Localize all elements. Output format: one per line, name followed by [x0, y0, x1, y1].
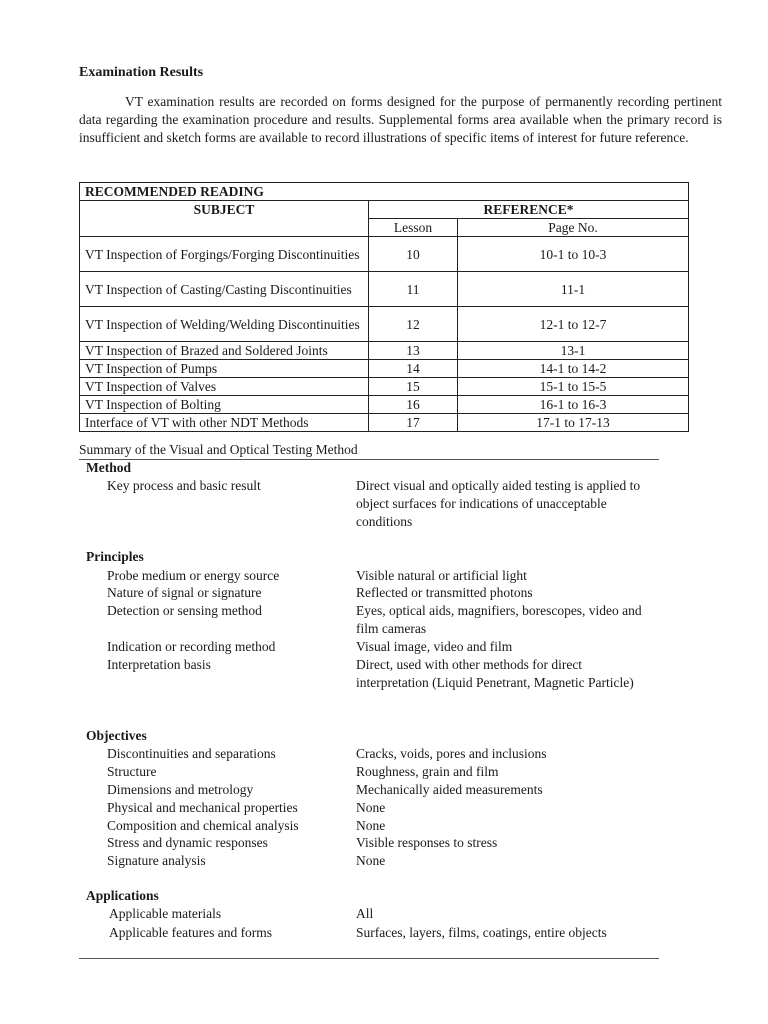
- objectives-value: Roughness, grain and film: [356, 764, 499, 779]
- applications-value: Surfaces, layers, films, coatings, entire objects: [356, 925, 607, 940]
- principles-label: Interpretation basis: [107, 657, 211, 672]
- intro-paragraph: VT examination results are recorded on forms designed for the purpose of permanently recording pertinent data regarding the examination procedure and results. Supplemental forms area available when the primary record is insufficient and sketch forms are available to record illustrations of specific items of interest for future reference.: [79, 94, 722, 145]
- subject-cell: Interface of VT with other NDT Methods: [80, 414, 369, 432]
- objectives-value: None: [356, 818, 386, 833]
- table-row: [80, 414, 689, 432]
- objectives-label: Physical and mechanical properties: [107, 800, 298, 815]
- objectives-title: Objectives: [86, 728, 147, 743]
- subject-cell: VT Inspection of Forgings/Forging Discontinuities: [80, 237, 369, 272]
- principles-value: Visual image, video and film: [356, 639, 513, 654]
- lesson-cell: 13: [369, 342, 458, 360]
- subject-cell: VT Inspection of Valves: [80, 378, 369, 396]
- page-cell: 13-1: [458, 342, 689, 360]
- page-cell: 15-1 to 15-5: [458, 378, 689, 396]
- method-value-key-process: Direct visual and optically aided testing is applied to object surfaces for indications of unacceptable conditions: [356, 478, 641, 529]
- page-header: Page No.: [458, 219, 689, 237]
- lesson-cell: 12: [369, 307, 458, 342]
- subject-cell: VT Inspection of Pumps: [80, 360, 369, 378]
- section-heading: Examination Results: [79, 65, 204, 80]
- objectives-label: Stress and dynamic responses: [107, 835, 268, 850]
- table-row: [80, 396, 689, 414]
- principles-title: Principles: [86, 549, 144, 564]
- lesson-cell: 15: [369, 378, 458, 396]
- objectives-value: Visible responses to stress: [356, 835, 498, 850]
- table-row: [80, 360, 689, 378]
- principles-value: Reflected or transmitted photons: [356, 585, 533, 600]
- objectives-label: Structure: [107, 764, 157, 779]
- objectives-value: None: [356, 800, 386, 815]
- principles-value: Direct, used with other methods for direct interpretation (Liquid Penetrant, Magnetic Particle): [356, 657, 634, 690]
- page-cell: 16-1 to 16-3: [458, 396, 689, 414]
- method-label-key-process: Key process and basic result: [107, 478, 261, 493]
- subject-header: SUBJECT: [80, 201, 369, 237]
- reference-header: REFERENCE*: [369, 201, 689, 219]
- principles-label: Nature of signal or signature: [107, 585, 262, 600]
- page-cell: 12-1 to 12-7: [458, 307, 689, 342]
- page-cell: 14-1 to 14-2: [458, 360, 689, 378]
- lesson-cell: 11: [369, 272, 458, 307]
- table-title: RECOMMENDED READING: [80, 183, 689, 201]
- summary-top-divider: [79, 459, 659, 460]
- objectives-value: None: [356, 853, 386, 868]
- lesson-cell: 14: [369, 360, 458, 378]
- objectives-label: Composition and chemical analysis: [107, 818, 299, 833]
- objectives-label: Discontinuities and separations: [107, 746, 276, 761]
- applications-label: Applicable materials: [109, 906, 222, 921]
- applications-label: Applicable features and forms: [109, 925, 273, 940]
- method-title: Method: [86, 460, 131, 475]
- lesson-cell: 17: [369, 414, 458, 432]
- lesson-cell: 10: [369, 237, 458, 272]
- lesson-header: Lesson: [369, 219, 458, 237]
- objectives-label: Dimensions and metrology: [107, 782, 254, 797]
- subject-cell: VT Inspection of Welding/Welding Discontinuities: [80, 307, 369, 342]
- subject-cell: VT Inspection of Bolting: [80, 396, 369, 414]
- principles-value: Visible natural or artificial light: [356, 568, 527, 583]
- recommended-reading-table: [79, 182, 689, 432]
- principles-value: Eyes, optical aids, magnifiers, borescopes, video and film cameras: [356, 603, 642, 636]
- summary-caption: Summary of the Visual and Optical Testing Method: [79, 442, 358, 457]
- objectives-value: Mechanically aided measurements: [356, 782, 543, 797]
- table-row: [80, 272, 689, 307]
- page-cell: 11-1: [458, 272, 689, 307]
- applications-value: All: [356, 906, 374, 921]
- table-row: [80, 307, 689, 342]
- subject-cell: VT Inspection of Brazed and Soldered Joints: [80, 342, 369, 360]
- applications-title: Applications: [86, 888, 159, 903]
- objectives-label: Signature analysis: [107, 853, 206, 868]
- principles-label: Probe medium or energy source: [107, 568, 280, 583]
- table-row: [80, 378, 689, 396]
- page-cell: 17-1 to 17-13: [458, 414, 689, 432]
- principles-label: Detection or sensing method: [107, 603, 262, 618]
- table-row: [80, 237, 689, 272]
- summary-bottom-divider: [79, 958, 659, 959]
- page-cell: 10-1 to 10-3: [458, 237, 689, 272]
- table-row: [80, 342, 689, 360]
- principles-label: Indication or recording method: [107, 639, 276, 654]
- lesson-cell: 16: [369, 396, 458, 414]
- subject-cell: VT Inspection of Casting/Casting Discontinuities: [80, 272, 369, 307]
- objectives-value: Cracks, voids, pores and inclusions: [356, 746, 547, 761]
